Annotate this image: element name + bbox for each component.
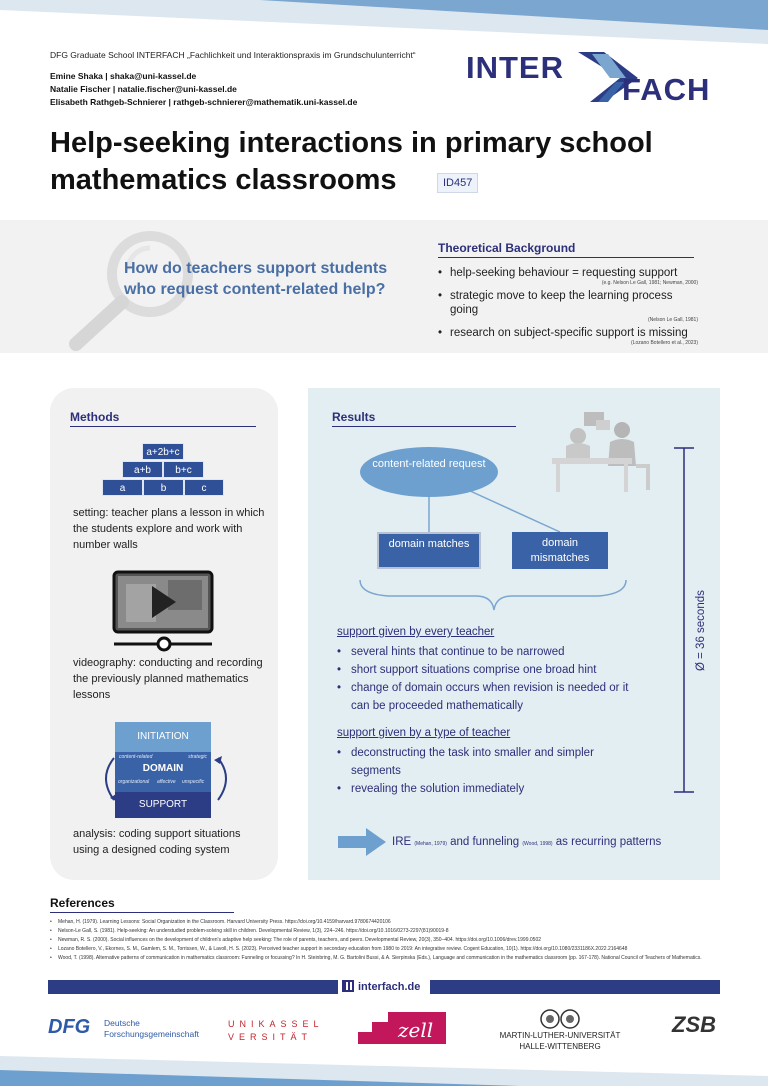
references-title: References (50, 896, 234, 913)
cycle-arrows-icon (96, 752, 236, 808)
every-teacher-heading: support given by every teacher (337, 626, 495, 638)
recurring-patterns: IRE (Mehan, 1979) and funneling (Wood, 1998) as recurring patterns (392, 836, 662, 848)
duration-label: Ø = 36 seconds (695, 590, 707, 671)
list-item: • short support situations comprise one broad hint (337, 661, 667, 679)
poster-title (50, 125, 730, 199)
content-request-node: content-related request (360, 447, 498, 497)
coding-initiation: INITIATION (115, 722, 211, 752)
wall-mid-right: b+c (163, 461, 204, 478)
coding-domain: content-related strategic DOMAIN organizational affective unspecific (115, 752, 211, 792)
poster-id-badge: ID457 (437, 173, 478, 193)
reference-item: • Newman, R. S. (2000). Social influences on the development of children's adaptive help seeking: The role of parents, teachers, and peers. Developmental Review, 20(3), 350–404. https://doi.org/10.1006/drev.1999.0502 (50, 936, 730, 945)
method-analysis: analysis: coding support situations using a designed coding system (73, 828, 241, 856)
type-teacher-heading: support given by a type of teacher (337, 727, 511, 739)
theory-citation: (Nelson Le Gall, 1981) (647, 317, 698, 323)
reference-item: • Mehan, H. (1979). Learning Lessons: Social Organization in the Classroom. Harvard University Press. https://doi.org/10.4159/harvard.9780674420106 (50, 918, 730, 927)
author-list (50, 70, 357, 109)
theory-item: • help-seeking behaviour = requesting support (e.g. Nelson Le Gall, 1981; Newman, 2000) (438, 266, 698, 287)
every-teacher-list (337, 643, 667, 715)
title-line-2: mathematics classrooms (50, 164, 397, 196)
reference-item: • Nelson-Le Gall, S. (1981). Help-seeking: An understudied problem-solving skill in children. Developmental Review, 1(3), 224–246. https://doi.org/10.1016/0273-2297(81)90019-8 (50, 927, 730, 936)
theory-item: • research on subject-specific support is missing (Lozano Botellero et al., 2023) (438, 326, 698, 347)
duration-scale (670, 446, 698, 796)
graduate-school-line: DFG Graduate School INTERFACH „Fachlichkeit und Interaktionspraxis im Grundschulunterricht“ (50, 50, 416, 60)
qr-code-icon (342, 980, 354, 992)
type-teacher-list (337, 744, 667, 798)
wall-c: c (184, 479, 224, 496)
dfg-logo: DFG (48, 1016, 91, 1038)
theory-item: • strategic move to keep the learning process going (Nelson Le Gall, 1981) (438, 289, 698, 324)
wall-b: b (143, 479, 184, 496)
author-3: Elisabeth Rathgeb-Schnierer | rathgeb-schnierer@mathematik.uni-kassel.de (50, 97, 358, 107)
svg-text:zell: zell (398, 1018, 434, 1042)
results-tree-lines (308, 388, 720, 628)
domain-mismatches-node: domain mismatches (512, 532, 608, 569)
bottom-band (0, 1042, 768, 1086)
author-1: Emine Shaka | shaka@uni-kassel.de (50, 71, 197, 81)
list-item: • revealing the solution immediately (337, 780, 667, 798)
theory-title: Theoretical Background (438, 241, 694, 258)
title-line-1: Help-seeking interactions in primary school (50, 127, 653, 159)
research-question: How do teachers support students who request content-related help? (124, 260, 388, 298)
top-band (0, 0, 768, 44)
list-item: • change of domain occurs when revision is needed or it can be proceeded mathematically (337, 679, 649, 715)
methods-title: Methods (70, 410, 256, 427)
theory-list (438, 266, 698, 349)
website-link[interactable]: interfach.de (338, 979, 430, 996)
reference-list (50, 918, 730, 963)
logo-fach: FACH (622, 72, 711, 107)
reference-item: • Lozano Botellero, V., Ekornes, S. M., Gamlem, S. M., Torrissen, W., & Lavoll, H. S. (2023). Perceived teacher support in secondary education from 1980 to 2019: An integrative review. Cogent Education, 10(1). https://doi.org/10.1080/2331186X.2022.2164648 (50, 945, 730, 954)
theory-citation: (e.g. Nelson Le Gall, 1981; Newman, 2000) (601, 280, 698, 286)
author-2: Natalie Fischer | natalie.fischer@uni-kassel.de (50, 84, 237, 94)
reference-item: • Wood, T. (1998). Alternative patterns of communication in mathematics classroom: Funneling or focussing? In H. Steinbring, M. G. Bartolini Bussi, & A. Sierpinska (Eds.), Language and communication in the mathematics classroom (pp. 167-178). National Council of Teachers of Mathematics. (50, 954, 730, 963)
mlu-logo: MARTIN-LUTHER-UNIVERSITÄT HALLE-WITTENBERG (499, 1031, 621, 1051)
zell-logo (358, 1012, 446, 1044)
list-item: • deconstructing the task into smaller and simpler segments (337, 744, 637, 780)
logo-inter: INTER (466, 50, 564, 85)
wall-mid-left: a+b (122, 461, 163, 478)
method-videography: videography: conducting and recording the previously planned mathematics lessons (73, 657, 263, 701)
kassel-logo: UNIKASSEL VERSITÄT (228, 1019, 324, 1042)
results-title: Results (332, 410, 516, 427)
wall-top: a+2b+c (142, 443, 184, 460)
method-setting: setting: teacher plans a lesson in which the students explore and work with number walls (73, 507, 265, 551)
arrow-right-icon (338, 828, 386, 856)
wall-a: a (102, 479, 143, 496)
video-player-icon (112, 570, 214, 654)
theory-citation: (Lozano Botellero et al., 2023) (631, 340, 698, 346)
zsb-logo: ZSB (672, 1012, 716, 1037)
coding-support: SUPPORT (115, 792, 211, 818)
list-item: • several hints that continue to be narrowed (337, 643, 667, 661)
number-wall (102, 443, 224, 497)
dfg-logo-text: Deutsche Forschungsgemeinschaft (104, 1018, 199, 1039)
domain-matches-node: domain matches (377, 532, 481, 569)
mlu-seal-icon (538, 1008, 582, 1030)
